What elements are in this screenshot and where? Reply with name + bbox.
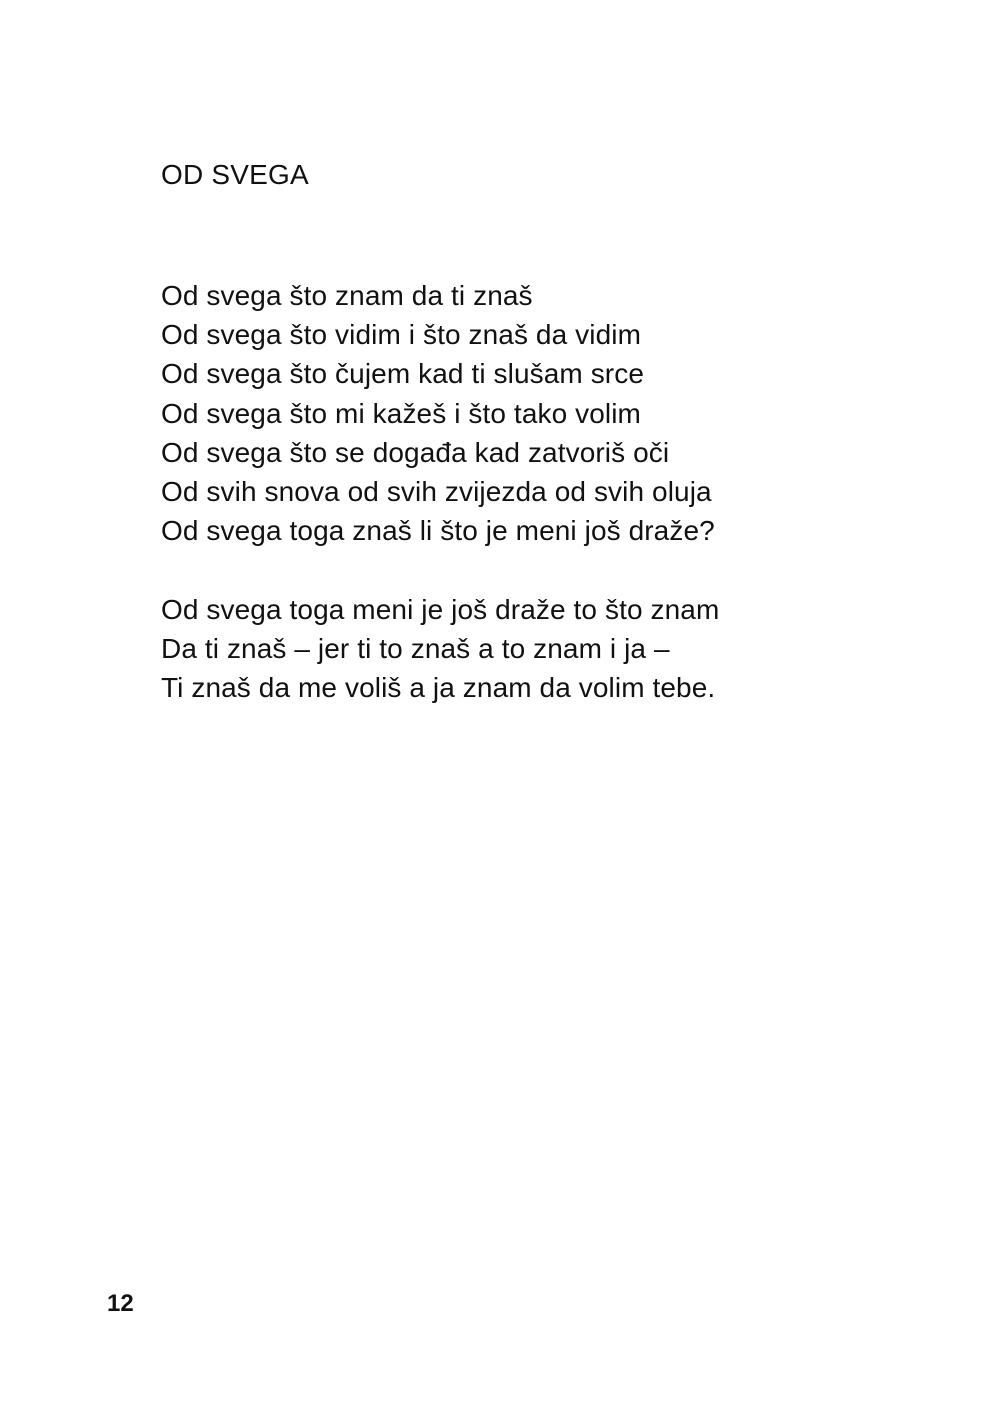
verse-line: Od svega toga znaš li što je meni još draže? bbox=[161, 515, 715, 547]
verse-line: Od svega što čujem kad ti slušam srce bbox=[161, 358, 644, 390]
page-number: 12 bbox=[107, 1290, 134, 1317]
stanza-2 bbox=[161, 590, 719, 708]
verse-line: Ti znaš da me voliš a ja znam da volim tebe. bbox=[161, 672, 716, 704]
verse-line: Od svega što vidim i što znaš da vidim bbox=[161, 319, 641, 351]
stanza-1 bbox=[161, 276, 715, 550]
verse-line: Da ti znaš – jer ti to znaš a to znam i ja – bbox=[161, 633, 670, 665]
verse-line: Od svega što mi kažeš i što tako volim bbox=[161, 397, 641, 429]
verse-line: Od svega što znam da ti znaš bbox=[161, 280, 533, 311]
verse-line: Od svega što se događa kad zatvoriš oči bbox=[161, 436, 670, 468]
poem-title: OD SVEGA bbox=[161, 159, 309, 190]
verse-line: Od svega toga meni je još draže to što znam bbox=[161, 594, 720, 625]
verse-line: Od svih snova od svih zvijezda od svih oluja bbox=[161, 476, 712, 508]
